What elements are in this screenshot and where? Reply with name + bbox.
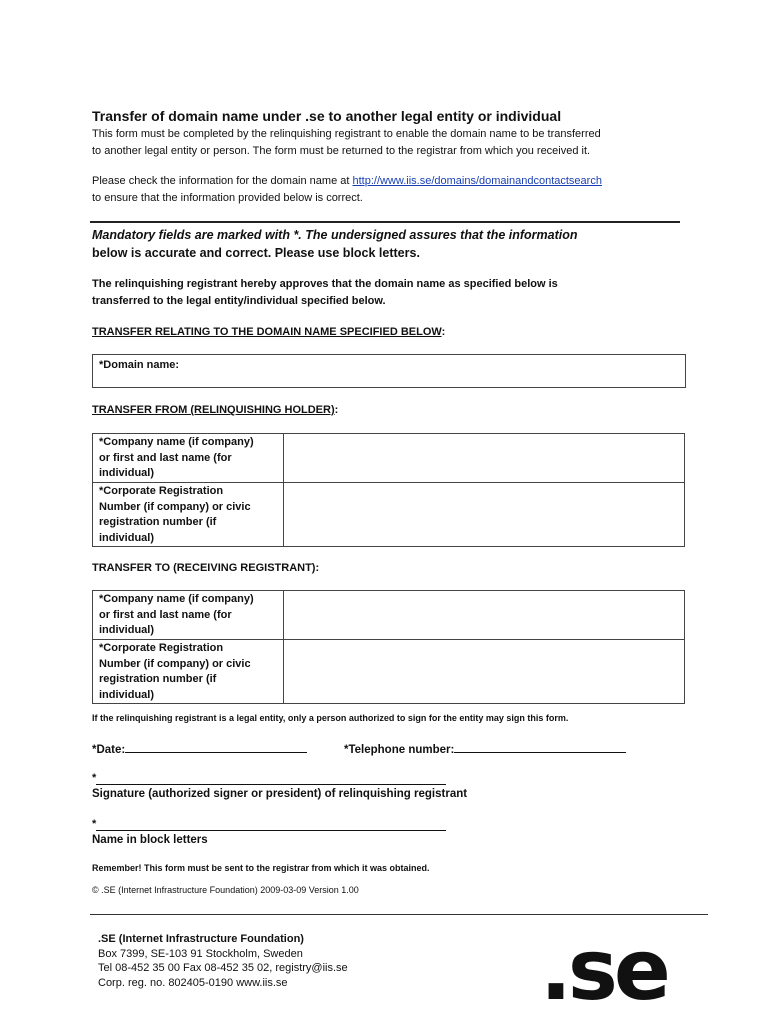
mandatory-notice — [92, 226, 578, 262]
to-company-label: *Company name (if company) or first and last name (for individual) — [93, 591, 284, 640]
telephone-line[interactable] — [454, 741, 626, 753]
footer-corp: Corp. reg. no. 802405-0190 www.iis.se — [98, 976, 288, 989]
to-regnum-input[interactable] — [284, 640, 685, 704]
signature-label: Signature (authorized signer or president) of relinquishing registrant — [92, 788, 468, 800]
name-star: * — [92, 818, 97, 830]
domain-search-link[interactable]: http://www.iis.se/domains/domainandcontactsearch — [352, 175, 602, 187]
section-domain-heading: TRANSFER RELATING TO THE DOMAIN NAME SPECIFIED BELOW: — [92, 326, 446, 338]
telephone-label: *Telephone number: — [344, 744, 455, 756]
signature-star: * — [92, 772, 97, 784]
intro-text — [92, 126, 601, 160]
table-row — [93, 434, 685, 483]
domain-name-field[interactable] — [92, 354, 686, 388]
from-company-input[interactable] — [284, 434, 685, 483]
approval-line-2: transferred to the legal entity/individual specified below. — [92, 295, 386, 307]
section-to-heading: TRANSFER TO (RECEIVING REGISTRANT): — [92, 562, 320, 574]
footer-divider — [90, 914, 708, 915]
from-regnum-input[interactable] — [284, 483, 685, 547]
date-field[interactable] — [92, 741, 307, 756]
from-company-label: *Company name (if company) or first and last name (for individual) — [93, 434, 284, 483]
table-row — [93, 483, 685, 547]
mandatory-line-1: Mandatory fields are marked with *. The undersigned assures that the information — [92, 228, 578, 242]
se-logo: .se — [540, 921, 667, 1019]
transfer-to-table — [92, 590, 685, 704]
intro-line-2: to another legal entity or person. The form must be returned to the registrar from which you received it. — [92, 145, 591, 157]
name-line[interactable] — [96, 830, 446, 831]
table-row — [93, 640, 685, 704]
footer-address — [98, 932, 348, 990]
to-regnum-label: *Corporate Registration Number (if company) or civic registration number (if individual) — [93, 640, 284, 704]
from-regnum-label: *Corporate Registration Number (if company) or civic registration number (if individual) — [93, 483, 284, 547]
approval-line-1: The relinquishing registrant hereby approves that the domain name as specified below is — [92, 278, 558, 290]
transfer-from-table — [92, 433, 685, 547]
copyright: © .SE (Internet Infrastructure Foundation) 2009-03-09 Version 1.00 — [92, 885, 359, 895]
divider — [90, 221, 680, 223]
legal-entity-note: If the relinquishing registrant is a legal entity, only a person authorized to sign for the entity may sign this form. — [92, 713, 569, 723]
check-prefix: Please check the information for the domain name at — [92, 175, 353, 187]
domain-name-label: *Domain name: — [99, 359, 180, 371]
check-text — [92, 173, 602, 207]
mandatory-line-2: below is accurate and correct. Please use block letters. — [92, 246, 420, 260]
table-row — [93, 591, 685, 640]
date-line[interactable] — [125, 741, 307, 753]
form-title: Transfer of domain name under .se to another legal entity or individual — [92, 108, 562, 124]
approval-text — [92, 276, 558, 310]
footer-org: .SE (Internet Infrastructure Foundation) — [98, 933, 304, 945]
name-label: Name in block letters — [92, 834, 208, 846]
footer-postal: Box 7399, SE-103 91 Stockholm, Sweden — [98, 947, 303, 960]
section-from-heading: TRANSFER FROM (RELINQUISHING HOLDER): — [92, 404, 339, 416]
telephone-field[interactable] — [344, 741, 626, 756]
intro-line-1: This form must be completed by the relinquishing registrant to enable the domain name to be transferred — [92, 128, 601, 140]
footer-contact: Tel 08-452 35 00 Fax 08-452 35 02, registry@iis.se — [98, 962, 348, 974]
date-label: *Date: — [92, 744, 126, 756]
signature-line[interactable] — [96, 784, 446, 785]
to-company-input[interactable] — [284, 591, 685, 640]
remember-note: Remember! This form must be sent to the registrar from which it was obtained. — [92, 863, 430, 873]
check-line-2: to ensure that the information provided below is correct. — [92, 192, 363, 204]
